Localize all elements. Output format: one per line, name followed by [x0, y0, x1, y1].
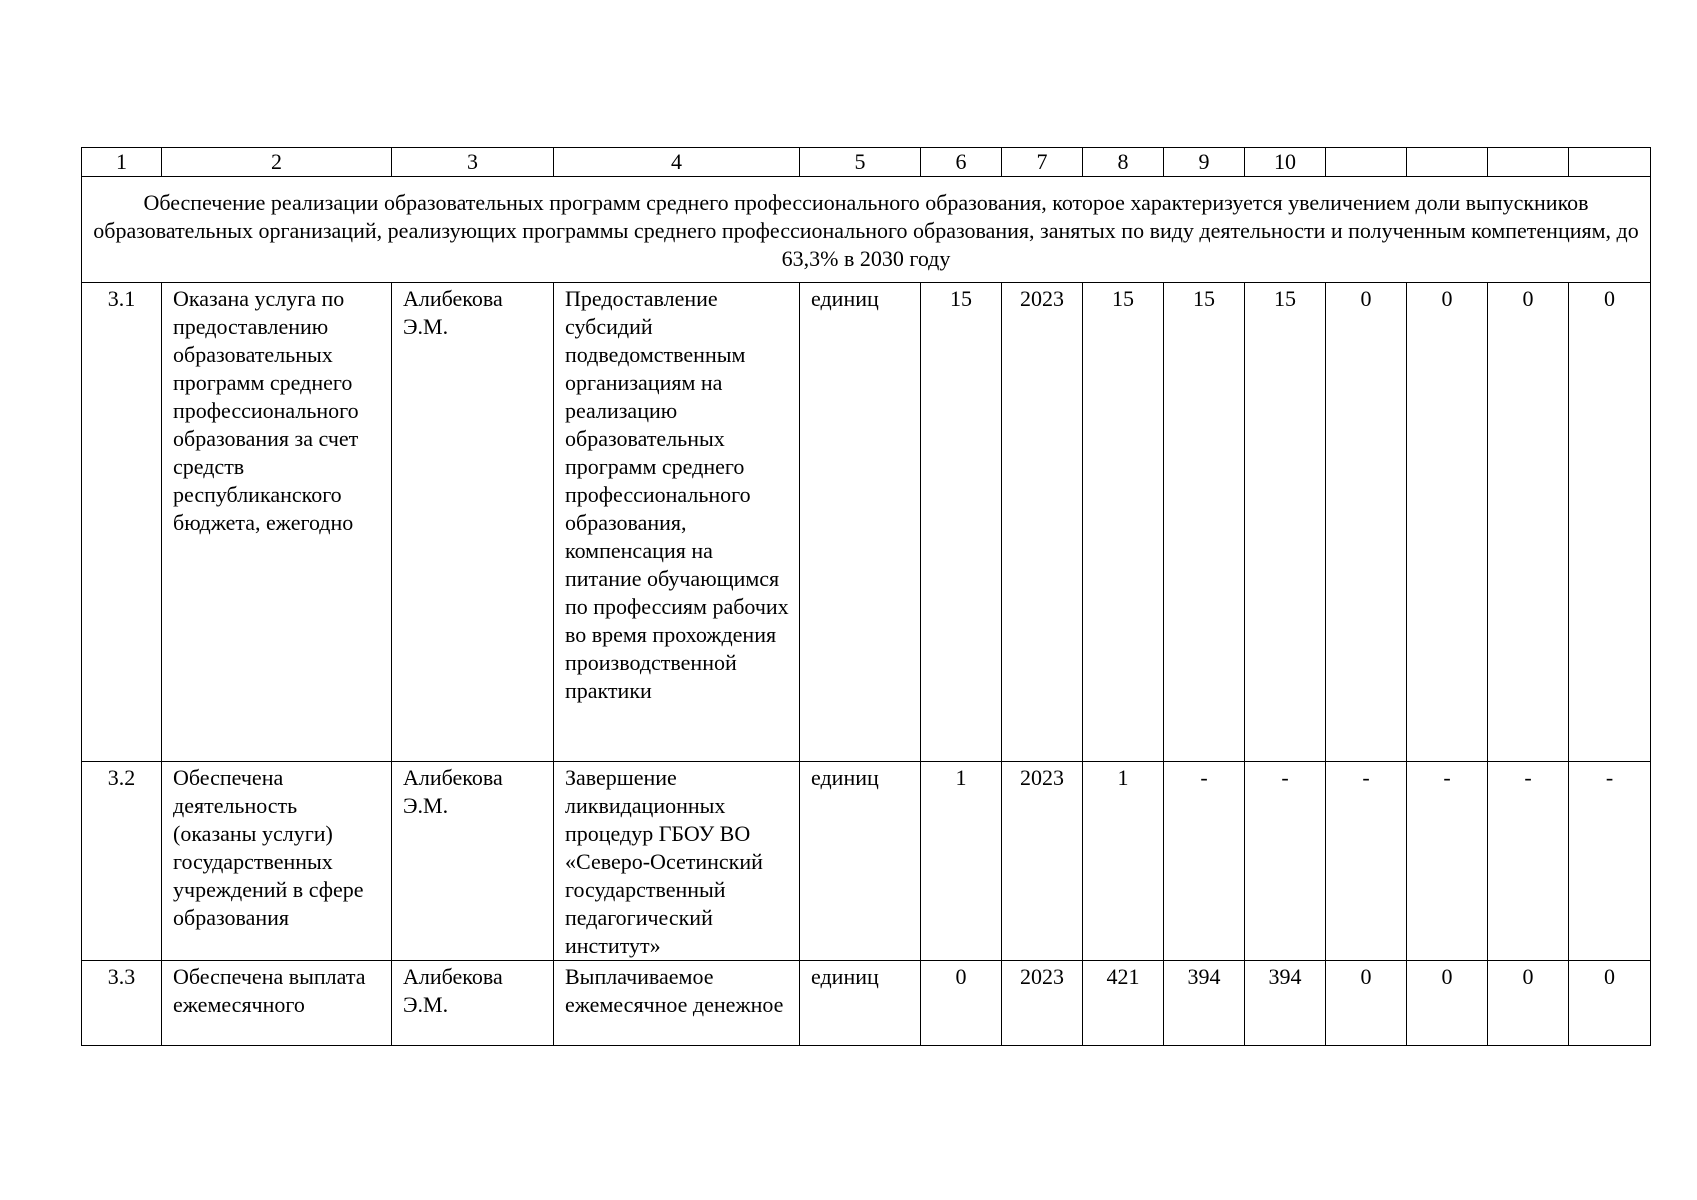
value-cell: 15 [1164, 283, 1245, 762]
value-cell: 394 [1164, 961, 1245, 1046]
value-cell: 0 [1326, 961, 1407, 1046]
value-cell: 15 [921, 283, 1002, 762]
table-row [82, 762, 1651, 961]
value-cell: 0 [1569, 961, 1651, 1046]
value-cell: 15 [1083, 283, 1164, 762]
value-cell: - [1407, 762, 1488, 961]
column-number: 2 [162, 148, 392, 177]
column-number: 6 [921, 148, 1002, 177]
column-numbers-row [82, 148, 1651, 177]
value-cell: 0 [1326, 283, 1407, 762]
value-cell: 2023 [1002, 961, 1083, 1046]
result-cell: Обеспечена выплата ежемесячного [162, 961, 392, 1046]
value-cell: 0 [921, 961, 1002, 1046]
unit-cell: единиц [800, 961, 921, 1046]
value-cell: 0 [1488, 283, 1569, 762]
value-cell: 2023 [1002, 283, 1083, 762]
section-title: Обеспечение реализации образовательных программ среднего профессионального образования, которое характеризуется увеличением доли выпускников образовательных организаций, реализующих программы среднего профессионального образования, занятых по виду деятельности и полученным компетенциям, до 63,3% в 2030 году [82, 177, 1651, 283]
column-number: 5 [800, 148, 921, 177]
value-cell: 1 [921, 762, 1002, 961]
value-cell: 0 [1407, 961, 1488, 1046]
value-cell: 0 [1488, 961, 1569, 1046]
value-cell: 15 [1245, 283, 1326, 762]
value-cell: 0 [1569, 283, 1651, 762]
column-number: 10 [1245, 148, 1326, 177]
row-number: 3.1 [82, 283, 162, 762]
column-number: 1 [82, 148, 162, 177]
column-number: 8 [1083, 148, 1164, 177]
description-cell: Завершение ликвидационных процедур ГБОУ ВО «Северо-Осетинский государственный педагогический институт» [554, 762, 800, 961]
column-number: 9 [1164, 148, 1245, 177]
section-row [82, 177, 1651, 283]
value-cell: 2023 [1002, 762, 1083, 961]
column-number: 4 [554, 148, 800, 177]
responsible-cell: Алибекова Э.М. [392, 283, 554, 762]
unit-cell: единиц [800, 283, 921, 762]
column-number [1569, 148, 1651, 177]
value-cell: 0 [1407, 283, 1488, 762]
value-cell: 1 [1083, 762, 1164, 961]
description-cell: Предоставление субсидий подведомственным организациям на реализацию образовательных программ среднего профессионального образования, компенсация на питание обучающимся по профессиям рабочих во время прохождения производственной практики [554, 283, 800, 762]
responsible-cell: Алибекова Э.М. [392, 961, 554, 1046]
row-number: 3.3 [82, 961, 162, 1046]
table-row [82, 283, 1651, 762]
value-cell: - [1569, 762, 1651, 961]
table-row [82, 961, 1651, 1046]
responsible-cell: Алибекова Э.М. [392, 762, 554, 961]
description-cell: Выплачиваемое ежемесячное денежное [554, 961, 800, 1046]
unit-cell: единиц [800, 762, 921, 961]
value-cell: - [1488, 762, 1569, 961]
value-cell: - [1326, 762, 1407, 961]
value-cell: - [1245, 762, 1326, 961]
column-number [1488, 148, 1569, 177]
column-number [1407, 148, 1488, 177]
result-cell: Оказана услуга по предоставлению образовательных программ среднего профессионального образования за счет средств республиканского бюджета, ежегодно [162, 283, 392, 762]
value-cell: 394 [1245, 961, 1326, 1046]
value-cell: - [1164, 762, 1245, 961]
result-cell: Обеспечена деятельность (оказаны услуги) государственных учреждений в сфере образования [162, 762, 392, 961]
column-number: 3 [392, 148, 554, 177]
column-number: 7 [1002, 148, 1083, 177]
row-number: 3.2 [82, 762, 162, 961]
value-cell: 421 [1083, 961, 1164, 1046]
measures-table [81, 147, 1651, 1046]
column-number [1326, 148, 1407, 177]
